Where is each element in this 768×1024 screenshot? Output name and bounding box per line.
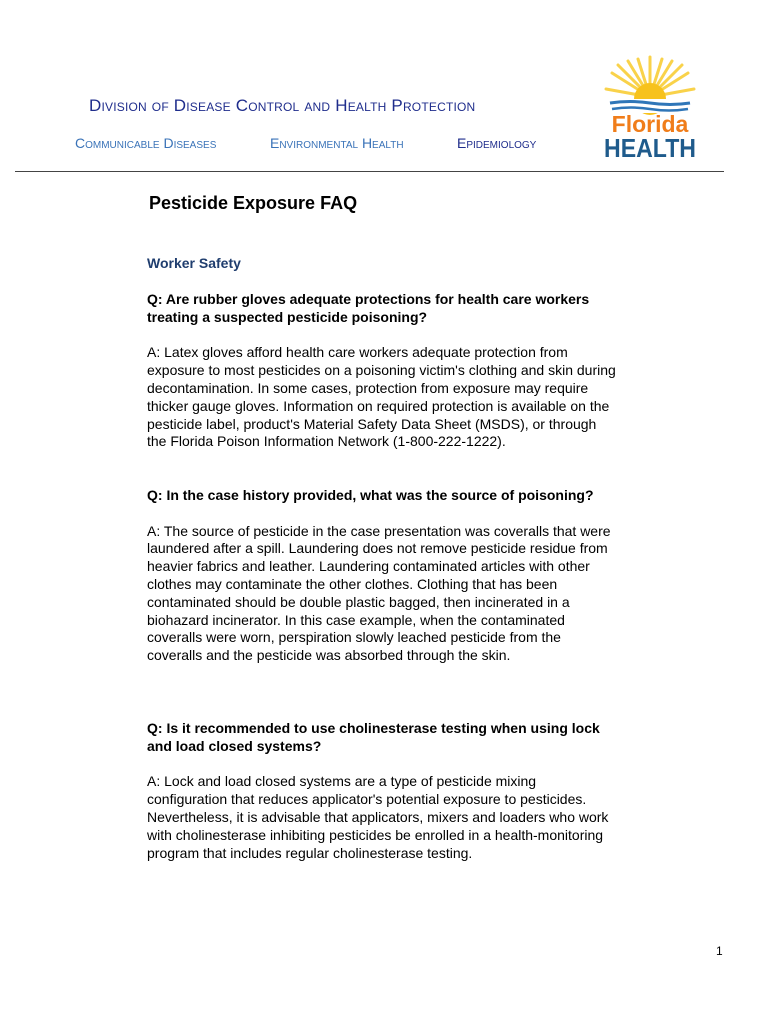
- header-divider: [15, 171, 724, 172]
- nav-link-environmental-health[interactable]: Environmental Health: [270, 135, 404, 151]
- faq-question: Q: Is it recommended to use cholinesterase testing when using lock and load closed systems?: [147, 720, 600, 754]
- faq-item: [147, 487, 617, 665]
- faq-item: [147, 720, 617, 862]
- logo-health-text: HEALTH: [604, 133, 696, 159]
- faq-item: [147, 291, 617, 451]
- section-heading: Worker Safety: [147, 255, 241, 271]
- logo-florida-text: Florida: [611, 111, 689, 137]
- document-title: Pesticide Exposure FAQ: [149, 193, 358, 213]
- faq-question: Q: In the case history provided, what was the source of poisoning?: [147, 487, 594, 503]
- nav-link-epidemiology[interactable]: Epidemiology: [457, 135, 537, 151]
- florida-health-logo: [602, 55, 698, 159]
- nav-link-communicable-diseases[interactable]: Communicable Diseases: [75, 135, 217, 151]
- faq-answer: A: Lock and load closed systems are a type of pesticide mixing configuration that reduces applicator's potential exposure to pesticides. Nevertheless, it is advisable that applicators, mixers and loaders who work with cholinesterase inhibiting pesticides be enrolled in a health-monitoring program that includes regular cholinesterase testing.: [147, 773, 609, 861]
- division-title: Division of Disease Control and Health Protection: [89, 96, 476, 115]
- faq-answer: A: Latex gloves afford health care workers adequate protection from exposure to most pesticides on a poisoning victim's clothing and skin during decontamination. In some cases, protection from exposure may require thicker gauge gloves. Information on required protection is available on the pesticide label, product's Material Safety Data Sheet (MSDS), or through the Florida Poison Information Network (1-800-222-1222).: [147, 344, 616, 450]
- faq-question: Q: Are rubber gloves adequate protections for health care workers treating a suspected pesticide poisoning?: [147, 291, 590, 325]
- faq-answer: A: The source of pesticide in the case presentation was coveralls that were laundered after a spill. Laundering does not remove pesticide residue from heavier fabrics and leather. Laundering contaminated articles with other clothes may contaminate the other clothes. Clothing that has been contaminated should be double plastic bagged, then incinerated in a biohazard incinerator. In this case example, when the contaminated coveralls were worn, perspiration slowly leached pesticide from the coveralls and the pesticide was absorbed through the skin.: [147, 522, 611, 664]
- page-number: 1: [716, 944, 723, 958]
